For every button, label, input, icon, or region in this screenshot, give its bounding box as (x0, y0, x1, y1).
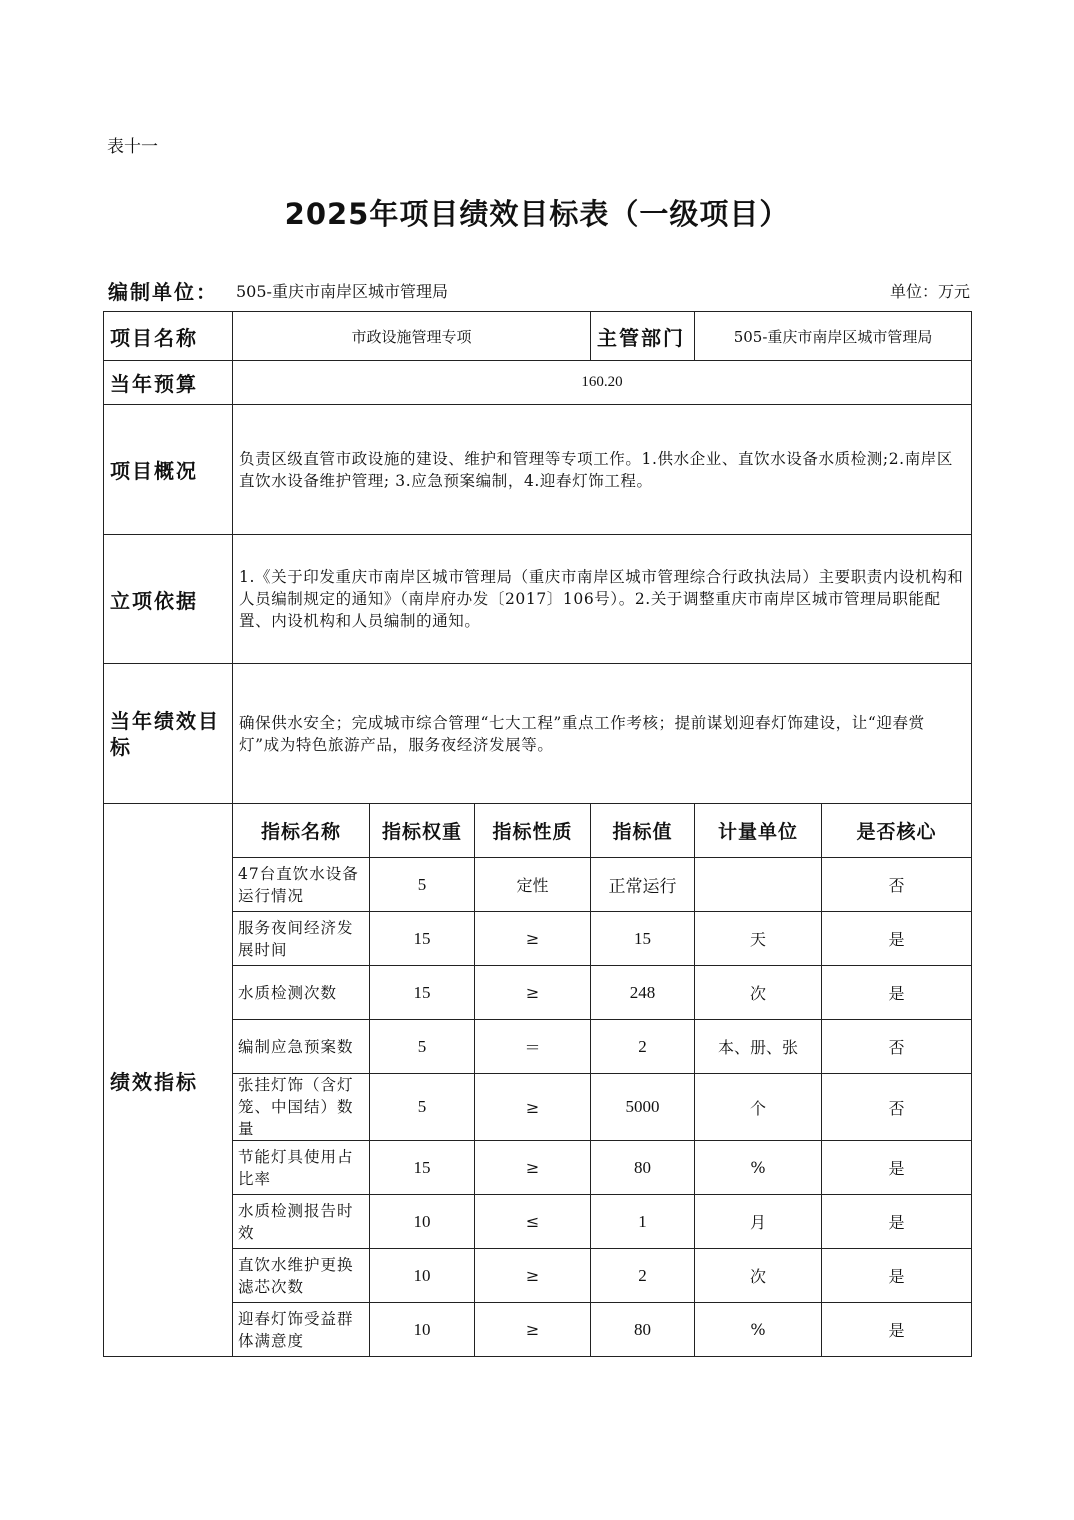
indicator-unit: 次 (695, 966, 822, 1020)
indicator-name: 张挂灯饰（含灯笼、中国结）数量 (233, 1074, 370, 1141)
indicator-nature: ≤ (475, 1195, 591, 1249)
indicator-core: 否 (822, 1020, 972, 1074)
project-name-value: 市政设施管理专项 (233, 312, 591, 361)
indicator-unit: 月 (695, 1195, 822, 1249)
indicator-weight: 5 (370, 858, 475, 912)
indicator-core: 是 (822, 1303, 972, 1357)
indicator-value: 2 (591, 1020, 695, 1074)
indicator-nature: ＝ (475, 1020, 591, 1074)
indicator-weight: 10 (370, 1195, 475, 1249)
indicator-weight: 15 (370, 1141, 475, 1195)
project-name-row (104, 312, 972, 361)
indicator-weight: 5 (370, 1074, 475, 1141)
indicator-unit: 个 (695, 1074, 822, 1141)
indicator-name: 水质检测报告时效 (233, 1195, 370, 1249)
indicator-unit: 次 (695, 1249, 822, 1303)
unit-text: 单位：万元 (889, 282, 970, 301)
indicator-weight: 10 (370, 1249, 475, 1303)
indicator-core: 是 (822, 912, 972, 966)
indicator-nature: ≥ (475, 1249, 591, 1303)
indicator-name: 编制应急预案数 (233, 1020, 370, 1074)
indicator-core: 否 (822, 1074, 972, 1141)
indicator-header-row (104, 804, 972, 858)
table-row (104, 1303, 972, 1357)
project-name-label: 项目名称 (104, 312, 233, 361)
indicator-unit: 天 (695, 912, 822, 966)
header-indicator-name: 指标名称 (233, 804, 370, 858)
table-row (104, 1020, 972, 1074)
header-measure-unit: 计量单位 (695, 804, 822, 858)
meta-row (108, 276, 970, 304)
indicator-nature: ≥ (475, 1141, 591, 1195)
indicator-name: 节能灯具使用占比率 (233, 1141, 370, 1195)
table-number: 表十一 (107, 137, 158, 157)
basis-text: 1.《关于印发重庆市南岸区城市管理局（重庆市南岸区城市管理综合行政执法局）主要职责内设机构和人员编制规定的通知》（南岸府办发〔2017〕106号）。2.关于调整重庆市南岸区城市管理局职能配置、内设机构和人员编制的通知。 (233, 535, 972, 664)
indicator-value: 2 (591, 1249, 695, 1303)
indicator-weight: 5 (370, 1020, 475, 1074)
header-indicator-value: 指标值 (591, 804, 695, 858)
dept-label: 主管部门 (591, 312, 695, 361)
indicator-unit (695, 858, 822, 912)
basis-label: 立项依据 (104, 535, 233, 664)
indicator-unit: % (695, 1141, 822, 1195)
indicator-nature: ≥ (475, 912, 591, 966)
overview-label: 项目概况 (104, 405, 233, 535)
indicator-value: 1 (591, 1195, 695, 1249)
org-label: 编制单位： (108, 280, 218, 304)
indicator-name: 迎春灯饰受益群体满意度 (233, 1303, 370, 1357)
indicator-value: 5000 (591, 1074, 695, 1141)
indicator-nature: ≥ (475, 1074, 591, 1141)
indicator-nature: ≥ (475, 1303, 591, 1357)
indicators-label: 绩效指标 (104, 804, 233, 1357)
table-row (104, 1074, 972, 1141)
indicator-value: 248 (591, 966, 695, 1020)
header-indicator-nature: 指标性质 (475, 804, 591, 858)
overview-text: 负责区级直管市政设施的建设、维护和管理等专项工作。1.供水企业、直饮水设备水质检测;2.南岸区直饮水设备维护管理; 3.应急预案编制，4.迎春灯饰工程。 (233, 405, 972, 535)
indicator-core: 是 (822, 966, 972, 1020)
indicator-core: 是 (822, 1195, 972, 1249)
table-row (104, 1195, 972, 1249)
indicator-value: 80 (591, 1141, 695, 1195)
header-indicator-weight: 指标权重 (370, 804, 475, 858)
header-is-core: 是否核心 (822, 804, 972, 858)
table-row (104, 1249, 972, 1303)
indicator-core: 否 (822, 858, 972, 912)
indicator-name: 47台直饮水设备运行情况 (233, 858, 370, 912)
document-title: 2025年项目绩效目标表（一级项目） (284, 197, 790, 231)
indicator-value: 15 (591, 912, 695, 966)
performance-table (103, 311, 972, 1357)
goal-text: 确保供水安全；完成城市综合管理“七大工程”重点工作考核；提前谋划迎春灯饰建设，让“迎春赏灯”成为特色旅游产品，服务夜经济发展等。 (233, 664, 972, 804)
table-row (104, 858, 972, 912)
budget-row (104, 361, 972, 405)
indicator-name: 水质检测次数 (233, 966, 370, 1020)
overview-row (104, 405, 972, 535)
indicator-weight: 15 (370, 966, 475, 1020)
indicator-weight: 10 (370, 1303, 475, 1357)
indicator-value: 80 (591, 1303, 695, 1357)
budget-label: 当年预算 (104, 361, 233, 405)
table-row (104, 912, 972, 966)
dept-value: 505-重庆市南岸区城市管理局 (695, 312, 972, 361)
org-value: 505-重庆市南岸区城市管理局 (236, 282, 448, 301)
table-row (104, 1141, 972, 1195)
indicator-weight: 15 (370, 912, 475, 966)
indicator-unit: 本、册、张 (695, 1020, 822, 1074)
table-row (104, 966, 972, 1020)
indicator-name: 直饮水维护更换滤芯次数 (233, 1249, 370, 1303)
budget-value: 160.20 (233, 361, 972, 405)
goal-label: 当年绩效目标 (104, 664, 233, 804)
indicator-core: 是 (822, 1249, 972, 1303)
indicator-name: 服务夜间经济发展时间 (233, 912, 370, 966)
indicator-value: 正常运行 (591, 858, 695, 912)
indicator-unit: % (695, 1303, 822, 1357)
goal-row (104, 664, 972, 804)
indicator-nature: 定性 (475, 858, 591, 912)
basis-row (104, 535, 972, 664)
indicator-core: 是 (822, 1141, 972, 1195)
indicator-nature: ≥ (475, 966, 591, 1020)
